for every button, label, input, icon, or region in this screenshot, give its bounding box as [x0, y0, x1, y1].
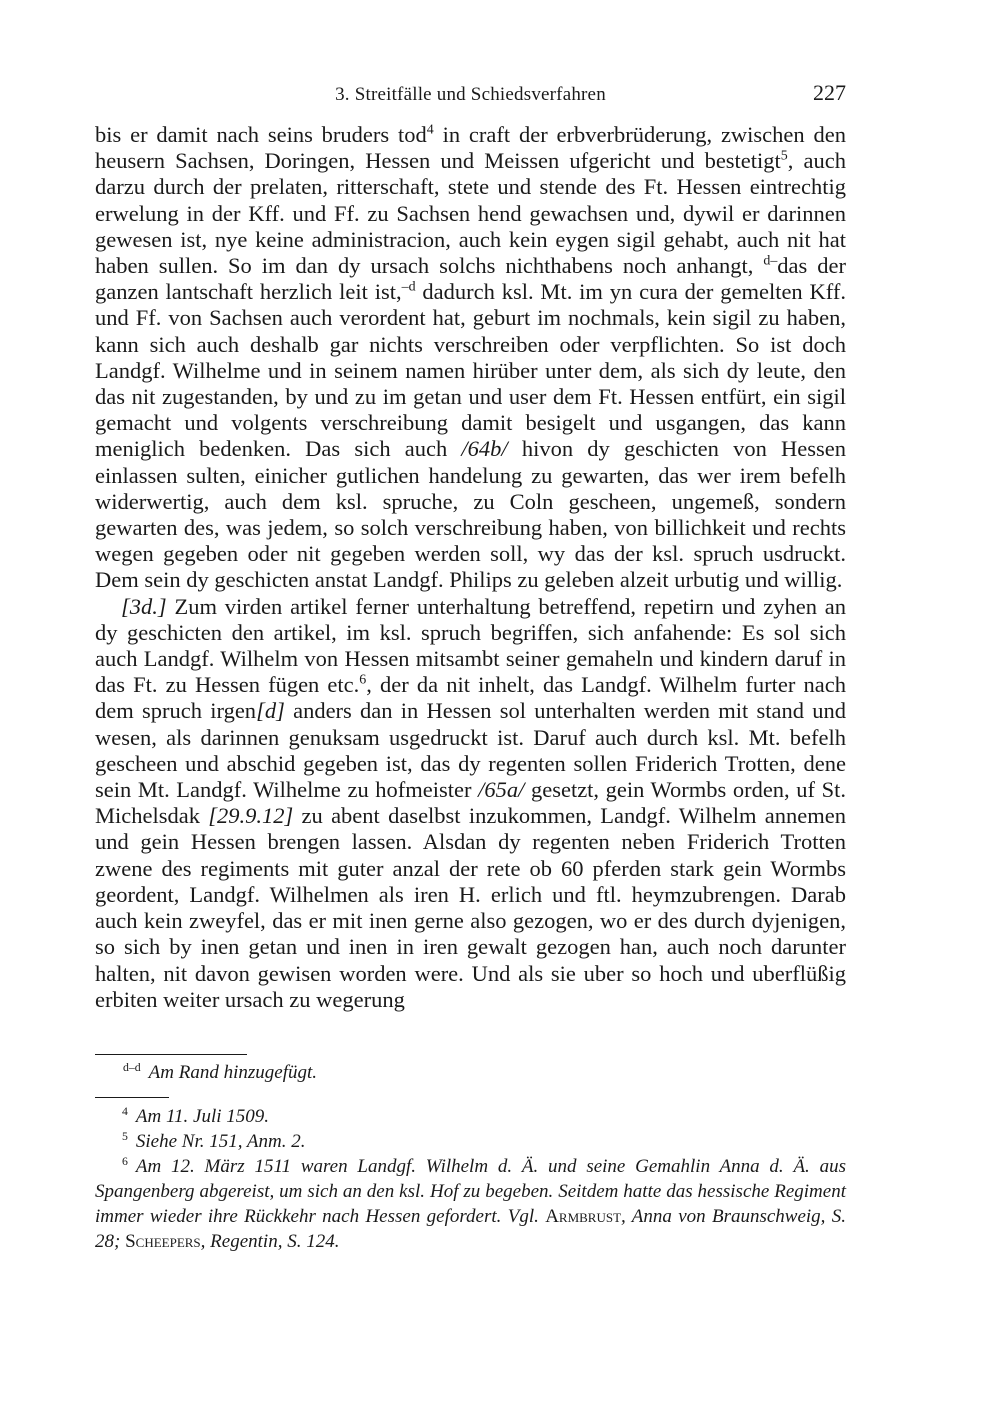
- text-run: anders dan in Hessen sol unterhalten werden mit stand und wesen, als darinnen genuksam usgedruckt ist. Daruf auch durch ksl. Mt. befelh gescheen und abschid gegeben ist, das dy regenten sollen Friderich Trotten, dene sein Mt. Landgf. Wilhelme zu hofmeister: [95, 698, 846, 803]
- footnote-text: , Regentin, S. 124.: [200, 1231, 340, 1252]
- footnote-number: 6: [122, 1154, 128, 1168]
- footnote-text: Am 11. Juli 1509.: [135, 1106, 270, 1127]
- footnote-ref-6: 6: [359, 672, 367, 688]
- emendation: [d]: [256, 698, 285, 724]
- textcrit-note: Am Rand hinzugefügt.: [148, 1062, 318, 1083]
- text-run: bis er damit nach seins bruders tod: [95, 122, 427, 147]
- footnote-number: 5: [122, 1129, 128, 1143]
- paragraph-1: [95, 122, 846, 594]
- textcrit-mark-open: d–: [763, 253, 778, 269]
- main-text: [95, 122, 846, 1013]
- paragraph-2: [95, 594, 846, 1013]
- text-run: , der da nit inhelt, das Landgf. Wilhelm furter nach dem spruch irgen: [95, 672, 846, 724]
- date-annotation: [29.9.12]: [208, 803, 294, 829]
- text-run: dadurch ksl. Mt. im yn cura der gemelten Kff. und Ff. von Sachsen auch verordent hat, geburt im nochmals, kein sigil zu haben, kann sich auch deshalb gar nichts verschreiben oder verpflichten. So ist doch Landgf. Wilhelme und in seinem namen hirüber unter dem, als sich dy leute, den das nit zugestanden, by und zu im getan und user dem Ft. Hessen entfürt, ein sigil gemacht und volgents verschreibung damit besigelt und usgangen, das kann meniglich bedenken. Das sich auch: [95, 279, 846, 462]
- folio-marker: /64b/: [461, 436, 508, 462]
- text-run: in craft der erbverbrüderung, zwischen den heusern Sachsen, Doringen, Hessen und Meissen ufgericht und bestetigt: [95, 122, 846, 174]
- apparatus-divider: [95, 1054, 247, 1055]
- author-name: Armbrust: [545, 1206, 622, 1227]
- text-run: gesetzt, gein Wormbs orden, uf St. Michelsdak: [95, 777, 846, 829]
- footnote-text: , Anna von Braunschweig, S. 28;: [95, 1206, 846, 1252]
- author-name: Scheepers: [125, 1231, 201, 1252]
- running-head: [95, 80, 846, 110]
- textcrit-mark-close: –d: [401, 279, 416, 295]
- footnotes: [95, 1104, 846, 1254]
- text-run: , auch darzu durch der prelaten, ritterschaft, stete und stende des Ft. Hessen eintrechtig erwelung in der Kff. und Ff. zu Sachsen hend gewachsen und, dywil er darinnen gewesen ist, nye keine administracion, auch kein eygen sigil gehabt, auch nit hat haben sullen. So im dan dy ursach solchs nichthabens noch anhangt,: [95, 148, 846, 279]
- textcrit-apparatus: [95, 1060, 846, 1085]
- footnote-text: Am 12. März 1511 waren Landgf. Wilhelm d. Ä. und seine Gemahlin Anna d. Ä. aus Spangenberg abgereist, um sich an den ksl. Hof zu begeben. Seitdem hatte das hessische Regiment immer wieder ihre Rückkehr nach Hessen gefordert. Vgl.: [95, 1156, 846, 1227]
- footnote-number: 4: [122, 1104, 128, 1118]
- footnote-6: [95, 1154, 846, 1254]
- textcrit-mark: d–d: [123, 1060, 141, 1074]
- footnote-4: [95, 1104, 846, 1129]
- running-title: 3. Streitfälle und Schiedsverfahren: [335, 84, 606, 105]
- section-label: [3d.]: [121, 593, 167, 619]
- footnote-ref-4: 4: [426, 122, 434, 138]
- text-run: das der ganzen lantschaft herzlich leit ist,: [95, 253, 846, 305]
- text-run: zu abent daselbst inzukommen, Landgf. Wilhelm annemen und gein Hessen brengen lassen. Alsdan dy regenten neben Friderich Trotten zwene des regiments mit guter anzal der rete ob 60 pferden stark gein Wormbs geordent, Landgf. Wilhelmen als iren H. erlich und ftl. heymzubrengen. Darab auch kein zweyfel, das er mit inen gerne also gezogen, wo er des durch dyjenigen, so sich by inen getan und inen in iren gewalt gezogen han, auch noch darunter halten, nit davon gewisen worden were. Und als sie uber so hoch und uberflüßig erbiten weiter ursach zu wegerung: [95, 803, 847, 1012]
- footnote-5: [95, 1129, 846, 1154]
- page-number: 227: [813, 80, 846, 105]
- folio-marker: /65a/: [478, 777, 525, 803]
- footnote-text: Siehe Nr. 151, Anm. 2.: [135, 1131, 306, 1152]
- text-run: hivon dy geschicten von Hessen einlassen sulten, einicher gutlichen handelung zu gewarten, das wer irem befelh widerwertig, auch dem ksl. spruche, zu Coln gescheen, ungemeß, sondern gewarten des, was jedem, so solch verschreibung haben, von billichkeit und rechts wegen gegeben oder nit gegeben werden soll, wy das der ksl. spruch usdruckt. Dem sein dy geschicten anstat Landgf. Philips zu geleben alzeit urbutig und willig.: [95, 436, 846, 593]
- footnote-ref-5: 5: [780, 148, 788, 164]
- footnote-divider: [95, 1097, 169, 1098]
- text-run: Zum virden artikel ferner unterhaltung betreffend, repetirn und zyhen an dy geschicten den artikel, im ksl. spruch begriffen, sich anfahende: Es sol sich auch Landgf. Wilhelm von Hessen mitsambt seiner gemaheln und kindern daruf in das Ft. zu Hessen fügen etc.: [95, 593, 846, 698]
